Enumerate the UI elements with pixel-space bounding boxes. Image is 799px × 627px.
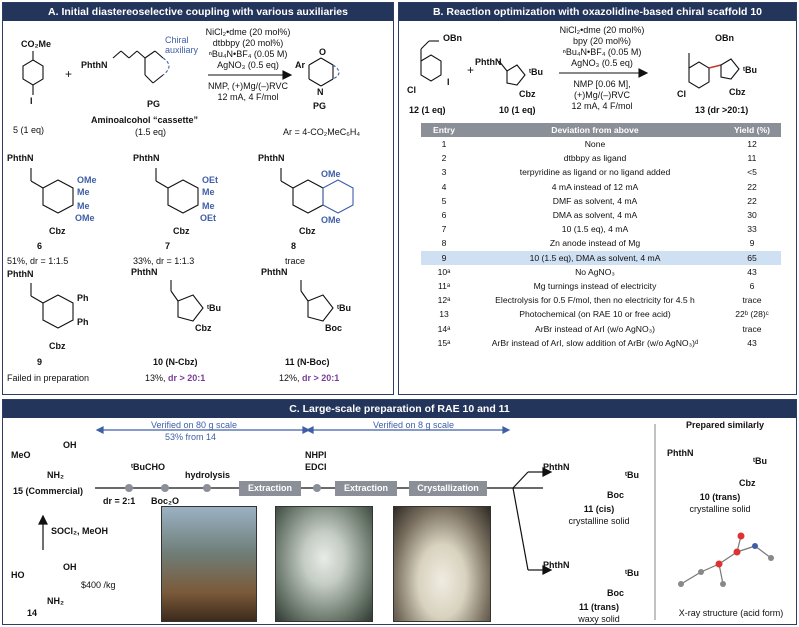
compound-9-ph-1: Ph xyxy=(77,293,89,303)
deviation-cell: Zn anode instead of Mg xyxy=(549,238,641,249)
table-row xyxy=(421,137,781,151)
table-row xyxy=(421,251,781,265)
yield-cell: trace xyxy=(742,295,762,306)
step-dot-1 xyxy=(125,484,133,492)
edci-label: EDCI xyxy=(305,462,327,472)
compound-14-label: 14 xyxy=(27,608,38,618)
compound-11-tbu: ᵗBu xyxy=(337,303,351,313)
table-row xyxy=(421,336,781,350)
compound-10-result xyxy=(145,373,205,384)
cassette-label: Aminoalcohol “cassette” xyxy=(91,115,199,125)
compound-6-result: 51%, dr = 1:1.5 xyxy=(7,256,69,266)
panel-c-header: C. Large-scale preparation of RAE 10 and 11 xyxy=(3,400,796,418)
compound-7-me-2: Me xyxy=(202,201,215,211)
entry-cell: 5 xyxy=(441,195,447,206)
conditions-a-2: dtbbpy (20 mol%) xyxy=(212,38,284,48)
cmpd15-nh2: NH₂ xyxy=(47,470,64,480)
entry-cell: 7 xyxy=(441,224,447,235)
plus-sign-b: + xyxy=(467,63,475,77)
yield-cell: 30 xyxy=(747,210,757,221)
c-10-cbz: Cbz xyxy=(739,478,756,488)
compound-8-ome-1: OMe xyxy=(321,169,341,179)
entry-cell: 3 xyxy=(441,167,447,178)
plus-sign: + xyxy=(65,67,73,81)
pg-label: PG xyxy=(147,99,161,109)
compound-6-number: 6 xyxy=(37,241,43,251)
cmpd15-oh: OH xyxy=(63,440,77,450)
compound-11-result xyxy=(279,373,339,384)
yield-cell: 11 xyxy=(747,153,757,164)
product-13-cl: Cl xyxy=(677,89,686,99)
deviation-cell: Electrolysis for 0.5 F/mol, then no electricity for 4.5 h xyxy=(495,295,695,306)
compound-7-number: 7 xyxy=(165,241,171,251)
table-row xyxy=(421,222,781,236)
trans-description: waxy solid xyxy=(578,614,620,624)
compound-9-cbz: Cbz xyxy=(49,341,66,351)
yield-cell: trace xyxy=(742,323,762,334)
prepared-similarly: Prepared similarly xyxy=(685,420,765,430)
compound-10-b-label: 10 (1 eq) xyxy=(499,105,536,115)
deviation-cell: 10 (1.5 eq), DMA as solvent, 4 mA xyxy=(467,251,723,265)
compound-6-ome-1: OMe xyxy=(77,175,97,185)
compound-10-dr: dr > 20:1 xyxy=(168,373,206,383)
table-row xyxy=(421,279,781,293)
product-13-tbu: ᵗBu xyxy=(743,65,757,75)
compound-9-result: Failed in preparation xyxy=(7,373,90,383)
photo-extraction-funnel xyxy=(275,506,373,622)
step-extraction-1: Extraction xyxy=(239,481,301,496)
yield-cell: 22 xyxy=(747,181,757,192)
deviation-cell: ArBr instead of ArI, slow addition of ArBr (w/o AgNO₃)ᵈ xyxy=(491,337,699,348)
panel-a xyxy=(2,2,394,395)
yield-cell: <5 xyxy=(747,167,757,178)
conditions-b-3: ⁿBu₄N•BF₄ (0.05 M) xyxy=(562,47,642,57)
entry-cell: 2 xyxy=(441,153,447,164)
compound-6-me-1: Me xyxy=(77,187,90,197)
panel-c xyxy=(2,399,797,625)
product-13-cbz: Cbz xyxy=(729,87,746,97)
table-row xyxy=(421,180,781,194)
compound-12-label: 12 (1 eq) xyxy=(409,105,446,115)
entry-cell: 11ᵃ xyxy=(437,280,451,291)
deviation-cell: Photochemical (on RAE 10 or free acid) xyxy=(519,309,671,320)
entry-cell: 13 xyxy=(439,309,449,320)
step-extraction-2: Extraction xyxy=(335,481,397,496)
compound-7-oet-2: OEt xyxy=(200,213,217,223)
deviation-cell: 10 (1.5 eq), 4 mA xyxy=(561,224,629,235)
b-phthn: PhthN xyxy=(475,57,502,67)
verified-8g: Verified on 8 g scale xyxy=(373,420,455,430)
conditions-a-5: NMP, (+)Mg/(–)RVC xyxy=(208,81,288,91)
conditions-b-6: (+)Mg/(–)RVC xyxy=(573,90,631,100)
boc2o-label: Boc₂O xyxy=(151,496,180,506)
yield-cell: 22 xyxy=(747,195,757,206)
product-pg: PG xyxy=(313,101,327,111)
conditions-a-6: 12 mA, 4 F/mol xyxy=(217,92,279,102)
yield-cell: 65 xyxy=(723,251,781,265)
table-header-row xyxy=(421,123,781,137)
yield-53: 53% from 14 xyxy=(165,432,217,442)
compound-10-description: crystalline solid xyxy=(689,504,751,514)
c-11cis-boc: Boc xyxy=(607,490,625,500)
compound-11-number: 11 (N-Boc) xyxy=(285,357,330,367)
conditions-a-3: ⁿBu₄N•BF₄ (0.05 M) xyxy=(208,49,288,59)
conditions-b-1: NiCl₂•dme (20 mol%) xyxy=(559,25,645,35)
c-10-tbu: ᵗBu xyxy=(753,456,767,466)
deviation-cell: dtbbpy as ligand xyxy=(563,153,627,164)
compound-5-structure xyxy=(3,3,395,396)
compound-7-oet-1: OEt xyxy=(202,175,219,185)
product-n: N xyxy=(317,87,324,97)
compound-9-phthn: PhthN xyxy=(7,269,34,279)
i-label: I xyxy=(447,77,450,87)
xray-structure xyxy=(671,524,791,604)
photo-crystallization-flask xyxy=(393,506,491,622)
iodine-label: I xyxy=(30,96,33,106)
compound-11-boc: Boc xyxy=(325,323,343,333)
deviation-cell: DMA as solvent, 4 mA xyxy=(552,210,638,221)
cmpd14-oh: OH xyxy=(63,562,77,572)
table-row xyxy=(421,208,781,222)
entry-cell: 12ᵃ xyxy=(437,295,451,306)
compound-7-result: 33%, dr = 1:1.3 xyxy=(133,256,195,266)
yield-cell: 12 xyxy=(747,139,757,150)
compound-11-yield: 12%, xyxy=(279,373,300,383)
compound-11-dr: dr > 20:1 xyxy=(302,373,340,383)
verified-80g: Verified on 80 g scale xyxy=(151,420,238,430)
obn-label: OBn xyxy=(443,33,462,43)
cmpd14-nh2: NH₂ xyxy=(47,596,64,606)
table-row xyxy=(421,321,781,335)
step-dot-2 xyxy=(161,484,169,492)
c-11trans-boc: Boc xyxy=(607,588,625,598)
step-dot-4 xyxy=(313,484,321,492)
table-body xyxy=(421,137,781,350)
compound-11-phthn: PhthN xyxy=(261,267,288,277)
table-row xyxy=(421,236,781,250)
compound-5-ester: CO₂Me xyxy=(21,39,52,49)
compound-10-number: 10 (N-Cbz) xyxy=(153,357,198,367)
compound-9-number: 9 xyxy=(37,357,43,367)
col-yield: Yield (%) xyxy=(723,123,781,137)
nhpi-label: NHPI xyxy=(305,450,327,460)
entry-cell: 8 xyxy=(441,238,447,249)
compound-10-trans: 10 (trans) xyxy=(699,492,741,502)
xray-caption: X-ray structure (acid form) xyxy=(678,608,784,618)
table-row xyxy=(421,265,781,279)
compound-10-phthn: PhthN xyxy=(131,267,158,277)
compound-8-result: trace xyxy=(285,256,306,266)
cmpd15-meo: MeO xyxy=(11,450,31,460)
yield-cell: 33 xyxy=(747,224,757,235)
compound-7-phthn: PhthN xyxy=(133,153,160,163)
compound-6-phthn: PhthN xyxy=(7,153,34,163)
deviation-cell: None xyxy=(584,139,606,150)
panel-b-scheme xyxy=(399,3,798,143)
cassette-eq: (1.5 eq) xyxy=(135,127,167,137)
conditions-b-4: AgNO₃ (0.5 eq) xyxy=(571,58,633,68)
deviation-cell: ArBr instead of ArI (w/o AgNO₃) xyxy=(534,323,656,334)
c-11trans-phthn: PhthN xyxy=(543,560,570,570)
compound-5-label: 5 (1 eq) xyxy=(13,125,45,135)
entry-cell: 10ᵃ xyxy=(437,266,451,277)
compound-7-me-1: Me xyxy=(202,187,215,197)
table-row xyxy=(421,151,781,165)
table-row xyxy=(421,194,781,208)
compound-8-cbz: Cbz xyxy=(299,226,316,236)
c-11cis-phthn: PhthN xyxy=(543,462,570,472)
cmpd14-ho: HO xyxy=(11,570,25,580)
socl2-label: SOCl₂, MeOH xyxy=(51,526,109,536)
panel-b-header: B. Reaction optimization with oxazolidine-based chiral scaffold 10 xyxy=(399,3,796,21)
col-entry: Entry xyxy=(421,123,467,137)
entry-cell: 15ᵃ xyxy=(437,337,451,348)
conditions-a-1: NiCl₂•dme (20 mol%) xyxy=(205,27,291,37)
compound-9-ph-2: Ph xyxy=(77,317,89,327)
compound-10-tbu: ᵗBu xyxy=(207,303,221,313)
entry-cell: 6 xyxy=(441,210,447,221)
compound-6-me-2: Me xyxy=(77,201,90,211)
c-11trans-tbu: ᵗBu xyxy=(625,568,639,578)
entry-cell: 9 xyxy=(421,251,467,265)
step-crystallization: Crystallization xyxy=(409,481,487,496)
panel-b xyxy=(398,2,797,395)
col-deviation: Deviation from above xyxy=(467,123,723,137)
product-o: O xyxy=(319,47,327,57)
phthn-label: PhthN xyxy=(81,60,108,70)
conditions-a-4: AgNO₃ (0.5 eq) xyxy=(217,60,279,70)
b-cbz: Cbz xyxy=(519,89,536,99)
table-row xyxy=(421,307,781,321)
compound-10-cbz: Cbz xyxy=(195,323,212,333)
entry-cell: 1 xyxy=(441,139,447,150)
compound-11-cis: 11 (cis) xyxy=(583,504,615,514)
photo-hydrolysis-setup xyxy=(161,506,257,622)
yield-cell: 43 xyxy=(747,266,757,277)
compound-6-cbz: Cbz xyxy=(49,226,66,236)
yield-cell: 22ᵇ (28)ᶜ xyxy=(735,309,769,320)
tbucho-label: ᵗBuCHO xyxy=(131,462,165,472)
compound-15-label: 15 (Commercial) xyxy=(13,486,84,496)
c-10-phthn: PhthN xyxy=(667,448,694,458)
deviation-cell: DMF as solvent, 4 mA xyxy=(552,195,638,206)
compound-8-phthn: PhthN xyxy=(258,153,285,163)
deviation-cell: terpyridine as ligand or no ligand added xyxy=(519,167,671,178)
entry-cell: 4 xyxy=(441,181,447,192)
compound-6-ome-2: OMe xyxy=(75,213,95,223)
yield-cell: 43 xyxy=(747,337,757,348)
b-tbu: ᵗBu xyxy=(529,67,543,77)
table-row xyxy=(421,165,781,179)
product-ar: Ar xyxy=(295,60,306,70)
cl-label: Cl xyxy=(407,85,416,95)
yield-cell: 9 xyxy=(749,238,755,249)
dr-label: dr = 2:1 xyxy=(103,496,136,506)
conditions-b-2: bpy (20 mol%) xyxy=(572,36,632,46)
entry-cell: 14ᵃ xyxy=(437,323,451,334)
compound-7-cbz: Cbz xyxy=(173,226,190,236)
deviation-cell: No AgNO₃ xyxy=(575,266,615,277)
ar-definition: Ar = 4-CO₂MeC₆H₄ xyxy=(283,127,361,137)
step-dot-3 xyxy=(203,484,211,492)
deviation-cell: Mg turnings instead of electricity xyxy=(533,280,657,291)
panel-a-header: A. Initial diastereoselective coupling with various auxiliaries xyxy=(3,3,393,21)
chiral-auxiliary-label: Chiral auxiliary xyxy=(165,35,199,55)
price-label: $400 /kg xyxy=(81,580,116,590)
hydrolysis-label: hydrolysis xyxy=(185,470,231,480)
cis-description: crystalline solid xyxy=(568,516,630,526)
conditions-b-5: NMP [0.06 M], xyxy=(573,79,631,89)
compound-13-label: 13 (dr >20:1) xyxy=(695,105,749,115)
yield-cell: 6 xyxy=(749,280,755,291)
product-13-obn: OBn xyxy=(715,33,734,43)
deviation-cell: 4 mA instead of 12 mA xyxy=(551,181,639,192)
compound-11-trans: 11 (trans) xyxy=(578,602,620,612)
optimization-table xyxy=(421,123,781,350)
compound-10-yield: 13%, xyxy=(145,373,166,383)
conditions-b-7: 12 mA, 4 F/mol xyxy=(571,101,633,111)
compound-8-ome-2: OMe xyxy=(321,215,341,225)
compound-8-number: 8 xyxy=(291,241,297,251)
table-row xyxy=(421,293,781,307)
c-11cis-tbu: ᵗBu xyxy=(625,470,639,480)
